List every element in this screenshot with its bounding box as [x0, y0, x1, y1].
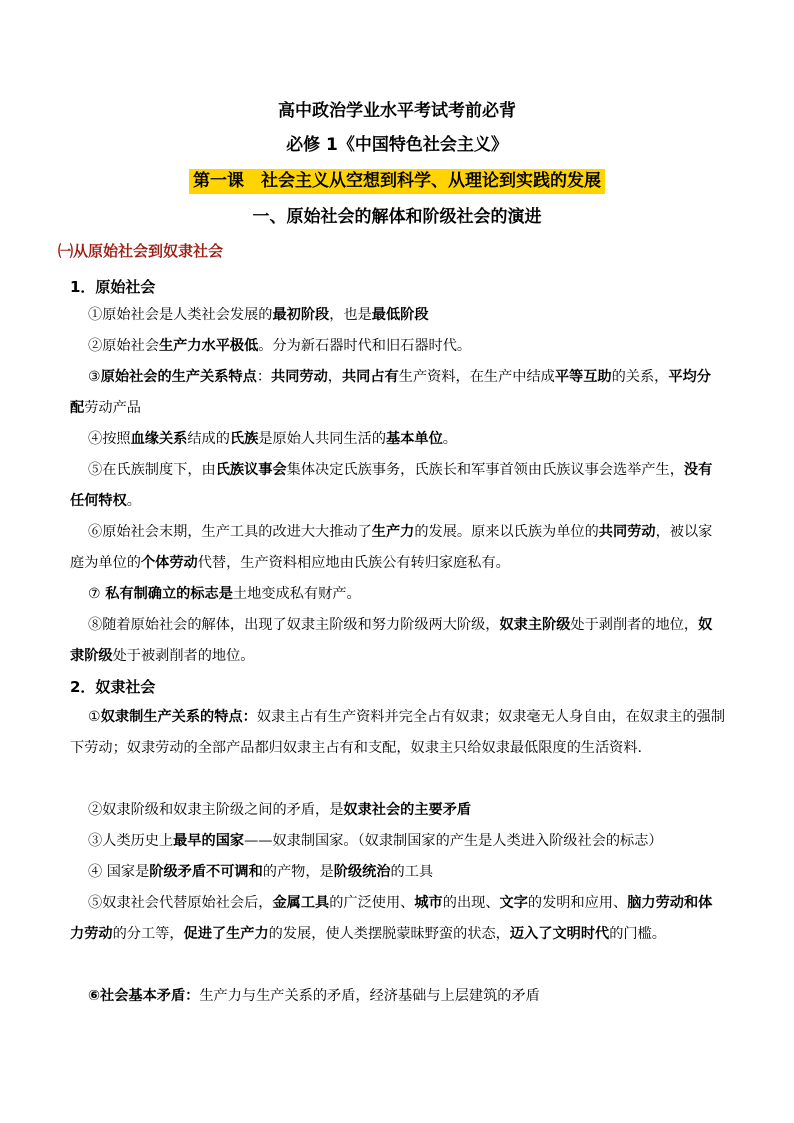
text-run: ①: [88, 709, 101, 725]
bold-term: 迈入了文明时代: [509, 926, 610, 942]
bold-term: 文字: [499, 895, 528, 911]
text-run: ⑧随着原始社会的解体，出现了奴隶主阶级和努力阶级两大阶级，: [88, 617, 500, 633]
text-run: ③人类历史上: [88, 833, 174, 849]
text-run: 结成的: [187, 431, 230, 447]
text-run: ④ 国家是: [88, 864, 150, 880]
bold-term: 阶级矛盾不可调和: [149, 864, 263, 880]
part2-item: [70, 826, 725, 857]
text-run: 代替，生产资料相应地由氏族公有转归家庭私有。: [197, 555, 510, 571]
text-run: 。: [442, 431, 457, 447]
text-run: ，: [327, 369, 342, 385]
text-run: ⑤奴隶社会代替原始社会后，: [88, 895, 273, 911]
bold-term: 氏族议事会: [215, 462, 287, 478]
part1-item: [70, 610, 725, 672]
part2-item: [70, 857, 725, 888]
text-run: 劳动产品: [84, 400, 141, 416]
bold-term: 奴隶制生产关系的特点：: [100, 709, 257, 725]
text-run: 集体决定氏族事务，氏族长和军事首领由氏族议事会选举产生，: [286, 462, 684, 478]
text-run: 的发展。原来以氏族为单位的: [414, 524, 599, 540]
document-title: 高中政治学业水平考试考前必背: [278, 101, 516, 121]
text-run: 的工具: [390, 864, 434, 880]
bold-term: 平等互助: [554, 369, 612, 385]
text-run: ③: [88, 369, 101, 385]
text-run: 的门槛。: [609, 926, 666, 942]
part1-item: [70, 455, 725, 517]
bold-term: 奴隶阶级: [70, 617, 713, 664]
bold-term: 没有任何特权: [70, 462, 713, 509]
bold-term: 阶级统治: [333, 864, 391, 880]
text-run: ②奴隶阶级和奴隶主阶级之间的矛盾，是: [88, 802, 344, 818]
part2-item: [70, 888, 725, 950]
lesson-heading-highlight: 第一课 社会主义从空想到科学、从理论到实践的发展: [189, 169, 605, 194]
bold-term: 生产力: [371, 524, 415, 540]
part1-item: [70, 300, 725, 331]
bold-term: 原始社会的生产关系特点: [100, 369, 257, 385]
text-run: ⑥原始社会末期，生产工具的改进大大推动了: [88, 524, 372, 540]
bold-term: 脑力劳动和体力劳动: [70, 895, 713, 942]
text-run: ，也是: [329, 307, 372, 323]
bold-term: 共同劳动: [271, 369, 328, 385]
text-run: ：: [256, 369, 272, 385]
part2-heading: 2．奴隶社会: [70, 678, 156, 696]
part1-item: [70, 424, 725, 455]
text-run: ⑤在氏族制度下，由: [88, 462, 216, 478]
text-run: ⑦: [88, 586, 106, 602]
section-heading: ㈠从原始社会到奴隶社会: [58, 242, 224, 260]
text-run: ①原始社会是人类社会发展的: [88, 307, 273, 323]
text-run: 处于被剥削者的地位。: [112, 648, 255, 664]
text-run: 的发展，使人类摆脱蒙昧野蛮的状态，: [268, 926, 510, 942]
part1-item: [70, 517, 725, 579]
text-run: ④按照: [88, 431, 131, 447]
bold-term: 生产力水平极低: [158, 338, 259, 354]
bold-term: 最早的国家: [173, 833, 245, 849]
bold-term: 氏族: [229, 431, 259, 447]
part1-item: [70, 362, 725, 424]
bold-term: 共同劳动: [598, 524, 656, 540]
text-run: 奴隶主占有生产资料并完全占有奴隶；奴隶毫无人身自由，在奴隶主的强制下劳动；奴隶劳动的全部产品都归奴隶主占有和支配，奴隶主只给奴隶最低限度的生活资料.: [70, 709, 726, 756]
bold-term: 城市: [414, 895, 443, 911]
text-run: 的关系，: [611, 369, 669, 385]
part2-item: [70, 702, 725, 764]
bold-term: 私有制确立的标志是: [105, 586, 233, 602]
text-run: 的产物，是: [262, 864, 334, 880]
document-subtitle: 必修 1《中国特色社会主义》: [286, 135, 508, 155]
text-run: ——奴隶制国家。（奴隶制国家的产生是人类进入阶级社会的标志）: [244, 833, 663, 849]
text-run: ②原始社会: [88, 338, 159, 354]
bold-term: 共同占有: [341, 369, 399, 385]
bold-term: 基本单位: [386, 431, 443, 447]
bold-term: ⑥社会基本矛盾：: [88, 988, 200, 1004]
chapter-heading: 一、原始社会的解体和阶级社会的演进: [252, 207, 542, 227]
text-run: 是原始人共同生活的: [258, 431, 387, 447]
text-run: ，被以家庭为单位的: [70, 524, 713, 571]
text-run: 。: [126, 493, 141, 509]
part1-item: [70, 331, 725, 362]
bold-term: 金属工具: [272, 895, 330, 911]
text-run: 的分工等，: [112, 926, 184, 942]
text-run: 。分为新石器时代和旧石器时代。: [258, 338, 472, 354]
bold-term: 平均分配: [70, 369, 711, 416]
bold-term: 血缘关系: [130, 431, 188, 447]
part2-item: [70, 795, 725, 826]
text-run: 生产力与生产关系的矛盾，经济基础与上层建筑的矛盾: [199, 988, 540, 1004]
part2-item: [70, 981, 725, 1012]
part1-heading: 1．原始社会: [70, 278, 156, 296]
bold-term: 最低阶段: [371, 307, 429, 323]
bold-term: 奴隶社会的主要矛盾: [343, 802, 472, 818]
text-run: 的出现、: [442, 895, 500, 911]
text-run: 土地变成私有财产。: [232, 586, 361, 602]
text-run: 处于剥削者的地位，: [570, 617, 699, 633]
text-run: 生产资料，在生产中结成: [398, 369, 555, 385]
part1-item: [70, 579, 725, 610]
bold-term: 促进了生产力: [183, 926, 269, 942]
bold-term: 最初阶段: [272, 307, 330, 323]
lesson-heading: [0, 170, 794, 192]
bold-term: 个体劳动: [140, 555, 198, 571]
text-run: 的发明和应用、: [527, 895, 628, 911]
text-run: 的广泛使用、: [329, 895, 415, 911]
bold-term: 奴隶主阶级: [499, 617, 571, 633]
